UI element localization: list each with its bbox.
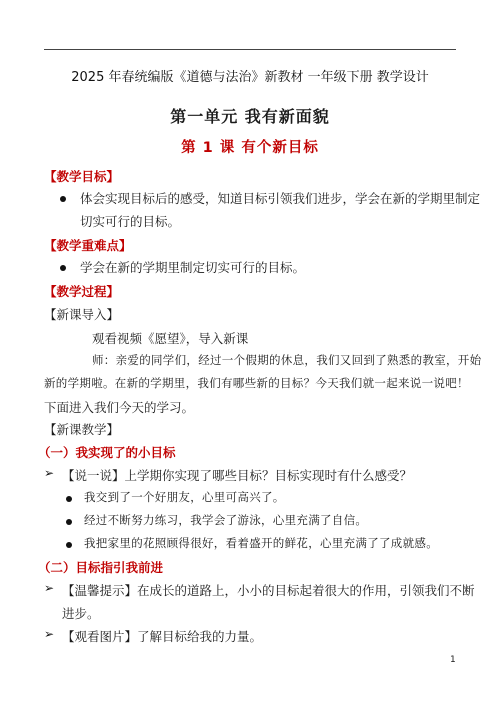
arrow-bullet-icon: ➢ xyxy=(44,627,55,641)
document-header: 2025 年春统编版《道德与法治》新教材 一年级下册 教学设计 xyxy=(71,70,429,85)
discussion-prompt: 【说一说】上学期你实现了哪些目标？目标实现时有什么感受？ xyxy=(62,468,413,483)
subsection-heading-part2: （二）目标指引我前进 xyxy=(38,560,164,575)
arrow-bullet-icon: ➢ xyxy=(44,466,55,480)
answer-item: 我把家里的花照顾得很好，看着盛开的鲜花，心里充满了了成就感。 xyxy=(84,536,438,550)
header-rule xyxy=(44,49,456,50)
unit-title: 第一单元 我有新面貌 xyxy=(170,107,330,126)
bullet-dot-icon xyxy=(66,519,72,525)
answer-item: 经过不断努力练习，我学会了游泳，心里充满了自信。 xyxy=(84,513,368,527)
picture-activity: 【观看图片】了解目标给我的力量。 xyxy=(62,629,263,644)
intro-line: 观看视频《愿望》，导入新课 xyxy=(92,331,249,346)
bullet-dot-icon xyxy=(66,496,72,502)
intro-line: 新的学期啦。在新的学期里，我们有哪些新的目标？今天我们就一起来说一说吧！ xyxy=(44,376,469,390)
tip-line1: 【温馨提示】在成长的道路上，小小的目标起着很大的作用，引领我们不断 xyxy=(62,583,475,598)
lesson-title: 第 1 课 有个新目标 xyxy=(181,140,319,156)
page-number: 1 xyxy=(450,655,456,665)
intro-line: 师：亲爱的同学们，经过一个假期的休息，我们又回到了熟悉的教室，开始 xyxy=(92,353,482,367)
arrow-bullet-icon: ➢ xyxy=(44,581,55,595)
new-lesson-label: 【新课教学】 xyxy=(44,422,120,437)
goal-item-line1: 体会实现目标后的感受，知道目标引领我们进步，学会在新的学期里制定 xyxy=(80,191,481,206)
bullet-dot-icon xyxy=(60,196,66,202)
bullet-dot-icon xyxy=(66,542,72,548)
key-point-item: 学会在新的学期里制定切实可行的目标。 xyxy=(80,260,306,275)
goal-item-line2: 切实可行的目标。 xyxy=(80,214,181,229)
intro-line: 下面进入我们今天的学习。 xyxy=(44,400,195,415)
intro-label: 【新课导入】 xyxy=(44,307,120,322)
section-heading-key-points: 【教学重难点】 xyxy=(44,238,132,253)
section-heading-goals: 【教学目标】 xyxy=(44,169,120,184)
bullet-dot-icon xyxy=(60,265,66,271)
section-heading-process: 【教学过程】 xyxy=(44,284,120,299)
answer-item: 我交到了一个好朋友，心里可高兴了。 xyxy=(84,490,285,504)
subsection-heading-part1: （一）我实现了的小目标 xyxy=(38,445,176,460)
tip-line2: 进步。 xyxy=(62,606,100,621)
